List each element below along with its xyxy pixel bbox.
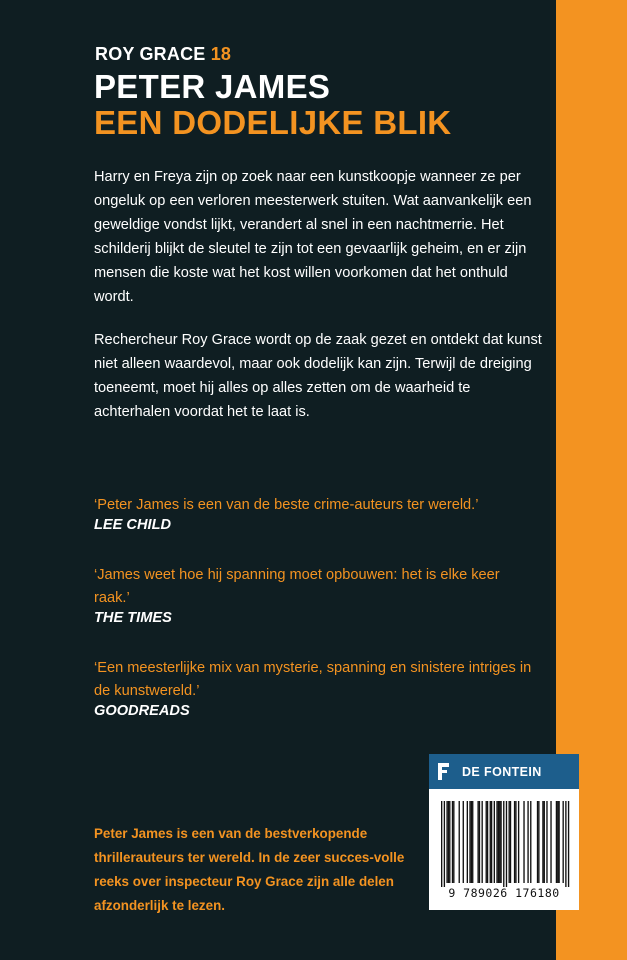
series-name: ROY GRACE — [95, 44, 206, 64]
barcode-bar — [515, 801, 516, 883]
barcode-bar — [448, 801, 449, 883]
barcode-bar — [503, 801, 504, 887]
quote-2-source: THE TIMES — [94, 610, 172, 626]
quote-1-text: ‘Peter James is een van de beste crime-auteurs ter wereld.’ — [94, 497, 479, 513]
author-name: PETER JAMES — [94, 68, 331, 105]
description-paragraph-2: Rechercheur Roy Grace wordt op de zaak gezet en ontdekt dat kunst niet alleen waardevol, maar ook dodelijk kan zijn. Terwijl de dreiging toeneemt, moet hij alles op alles zetten om de waarheid te achterhalen voordat het te laat is. — [94, 332, 542, 420]
quote-1-source: LEE CHILD — [94, 517, 172, 533]
description-paragraph-1: Harry en Freya zijn op zoek naar een kunstkoopje wanneer ze per ongeluk op een verloren meesterwerk stuiten. Wat aanvankelijk een geweldige vondst lijkt, verandert al snel in een nachtmerrie. Het schilderij blijkt de sleutel te zijn tot een gevaarlijk geheim, en er zijn mensen die koste wat het kost willen voorkomen dat het onthuld wordt. — [94, 169, 532, 305]
barcode-bar — [487, 801, 488, 883]
barcode — [429, 789, 579, 910]
barcode-bars — [429, 789, 579, 889]
barcode-bar — [500, 801, 501, 883]
barcode-bar — [452, 801, 453, 883]
barcode-bar — [563, 801, 564, 883]
barcode-bar — [565, 801, 566, 887]
barcode-bar — [446, 801, 447, 883]
barcode-bar — [538, 801, 539, 883]
author-blurb: Peter James is een van de bestverkopende thrillerauteurs ter wereld. In de zeer succes-volle reeks over inspecteur Roy Grace zijn alle delen afzonderlijk te lezen. — [94, 826, 405, 913]
quote-3-text: ‘Een meesterlijke mix van mysterie, spanning en sinistere intriges in de kunstwereld.’ — [94, 660, 532, 699]
barcode-bar — [537, 801, 538, 883]
barcode-bar — [449, 801, 450, 883]
quote-2-text: ‘James weet hoe hij spanning moet opbouwen: het is elke keer raak.’ — [94, 567, 500, 606]
barcode-bar — [544, 801, 545, 883]
barcode-bar — [471, 801, 472, 883]
barcode-bar — [482, 801, 483, 883]
barcode-bar — [546, 801, 547, 883]
barcode-bar — [459, 801, 460, 883]
barcode-bar — [467, 801, 468, 883]
barcode-bar — [491, 801, 492, 883]
barcode-bar — [527, 801, 528, 883]
barcode-bar — [463, 801, 464, 883]
barcode-bar — [498, 801, 499, 883]
barcode-bar — [518, 801, 519, 883]
barcode-bar — [514, 801, 515, 883]
barcode-bar — [496, 801, 497, 883]
book-title: EEN DODELIJKE BLIK — [94, 104, 452, 141]
isbn-number: 9 789026 176180 — [448, 886, 560, 900]
barcode-bar — [509, 801, 510, 883]
barcode-bar — [486, 801, 487, 883]
quote-3-source: GOODREADS — [94, 703, 190, 719]
barcode-bar — [477, 801, 478, 883]
barcode-bar — [530, 801, 531, 883]
barcode-bar — [523, 801, 524, 883]
barcode-bar — [557, 801, 558, 883]
barcode-bar — [506, 801, 507, 887]
barcode-bar — [568, 801, 569, 887]
series-label — [95, 44, 231, 65]
publisher-logo — [429, 754, 579, 789]
barcode-bar — [494, 801, 495, 883]
publisher-name: DE FONTEIN — [462, 764, 542, 779]
barcode-bar — [558, 801, 559, 883]
barcode-bar — [556, 801, 557, 883]
barcode-bar — [472, 801, 473, 883]
barcode-bar — [444, 801, 445, 887]
barcode-bar — [550, 801, 551, 883]
barcode-bar — [441, 801, 442, 887]
series-number: 18 — [210, 44, 232, 64]
fontein-logo-icon — [438, 763, 450, 780]
barcode-bar — [542, 801, 543, 883]
barcode-bar — [479, 801, 480, 883]
barcode-bar — [469, 801, 470, 883]
barcode-bar — [490, 801, 491, 883]
barcode-bar — [499, 801, 500, 883]
barcode-bar — [453, 801, 454, 883]
barcode-bar — [510, 801, 511, 883]
